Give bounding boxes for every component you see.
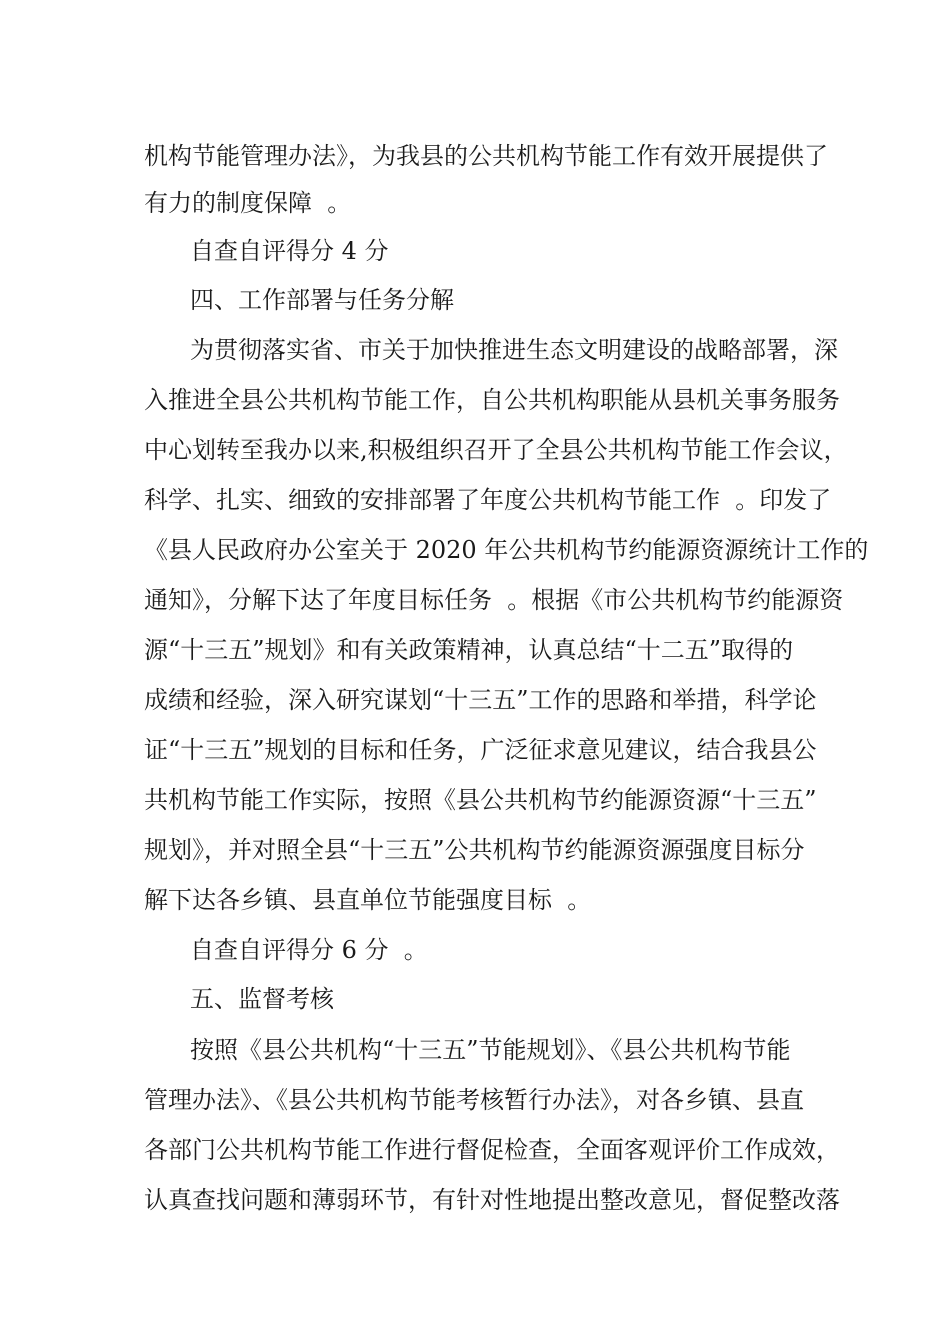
text-line: 中心划转至我办以来,积极组织召开了全县公共机构节能工作会议， [144,436,848,464]
text-line: 科学、扎实、细致的安排部署了年度公共机构节能工作 。印发了 [144,486,832,514]
text-line: 认真查找问题和薄弱环节，有针对性地提出整改意见，督促整改落 [144,1186,840,1214]
text-line: 入推进全县公共机构节能工作，自公共机构职能从县机关事务服务 [144,386,840,414]
text-line: 证“十三五”规划的目标和任务，广泛征求意见建议，结合我县公 [144,736,817,764]
text-line: 通知》，分解下达了年度目标任务 。根据《市公共机构节约能源资 [144,586,844,614]
text-line: 各部门公共机构节能工作进行督促检查，全面客观评价工作成效， [144,1136,840,1164]
text-line: 共机构节能工作实际，按照《县公共机构节约能源资源“十三五” [144,786,817,814]
text-line: 解下达各乡镇、县直单位节能强度目标 。 [144,886,592,914]
section-heading: 四、工作部署与任务分解 [190,286,454,314]
text-line: 自查自评得分 4 分 [190,237,389,265]
text-line: 规划》，并对照全县“十三五”公共机构节约能源资源强度目标分 [144,836,805,864]
text-line: 管理办法》、《县公共机构节能考核暂行办法》，对各乡镇、县直 [144,1086,804,1114]
text-line: 机构节能管理办法》，为我县的公共机构节能工作有效开展提供了 [144,142,828,170]
text-line: 源“十三五”规划》和有关政策精神，认真总结“十二五”取得的 [144,636,794,664]
text-line: 《县人民政府办公室关于 2020 年公共机构节约能源资源统计工作的 [144,536,869,564]
text-line: 有力的制度保障 。 [144,189,352,217]
text-line: 自查自评得分 6 分 。 [190,936,428,964]
text-line: 按照《县公共机构“十三五”节能规划》、《县公共机构节能 [190,1036,791,1064]
text-line: 成绩和经验，深入研究谋划“十三五”工作的思路和举措，科学论 [144,686,817,714]
section-heading: 五、监督考核 [190,985,334,1013]
text-line: 为贯彻落实省、市关于加快推进生态文明建设的战略部署，深 [190,336,838,364]
